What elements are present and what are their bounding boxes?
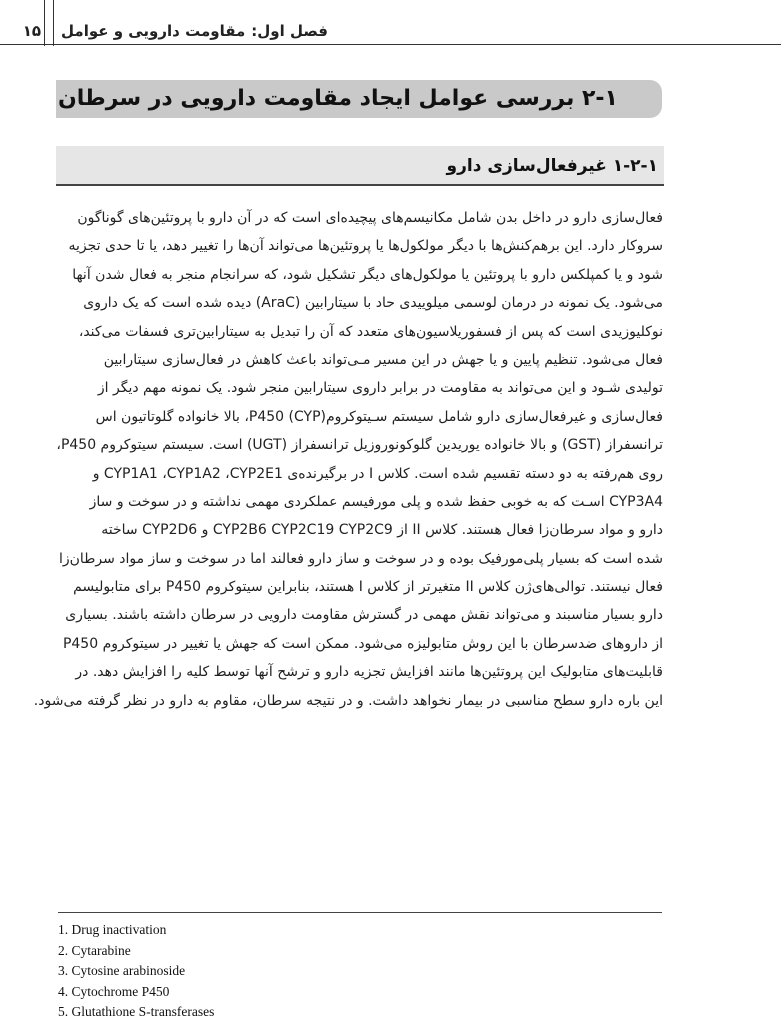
- body-line: این باره دارو سطح مناسبی در بیمار نخواهد داشت. و در نتیجه سرطان، مقاوم به دارو در نظر گرفته می‌شود.: [33, 692, 663, 709]
- body-line: نوکلیوزیدی است که پس از فسفوریلاسیون‌های متعدد که آن را تبدیل به سیتارابین‌تری فسفات می‌کند،: [78, 323, 663, 340]
- body-line: دارو و مواد سرطان‌زا فعال هستند. کلاس II از CYP2B6 CYP2C19 CYP2C9 و CYP2D6 ساخته: [101, 522, 663, 539]
- section-title: ۲-۱ بررسی عوامل ایجاد مقاومت دارویی در سرطان: [58, 86, 618, 111]
- header-chapter: فصل اول:: [251, 22, 328, 40]
- footnote-separator: [58, 912, 662, 913]
- body-line: فعال‌سازی و غیرفعال‌سازی دارو شامل سیستم سـیتوکروم(CYP) P450، بالا خانواده گلوتاتیون اس: [95, 408, 663, 425]
- header-rule: [0, 44, 781, 45]
- header-margin-line-inner: [53, 0, 54, 46]
- body-line: روی هم‌رفته به دو دسته تقسیم شده است. کلاس I در برگیرنده‌ی CYP1A1 ،CYP1A2 ،CYP2E1 و: [92, 465, 663, 482]
- body-line: فعال‌سازی دارو در داخل بدن شامل مکانیسم‌های پیچیده‌ای است که در آن دارو با پروتئین‌های گوناگون: [77, 210, 663, 226]
- body-line: فعال می‌شود. تنظیم پایین و یا جهش در این مسیر مـی‌تواند باعث کاهش در فعال‌سازی سیتارابین: [103, 351, 663, 368]
- body-line: از داروهای ضدسرطان با این روش متابولیزه می‌شود. ممکن است که جهش یا تغییر در سیتوکروم P450: [62, 635, 663, 652]
- footnote: 1. Drug inactivation: [58, 922, 167, 937]
- body-paragraph: [33, 204, 663, 715]
- subsection-title: ۱-۲-۱ غیرفعال‌سازی دارو: [446, 156, 658, 176]
- footnote: 4. Cytochrome P450: [58, 983, 170, 999]
- body-line: شده است که بسیار پلی‌مورفیک بوده و در سوخت و ساز دارو فعالند اما در سوخت و ساز مواد سرطان‌زا: [59, 550, 663, 567]
- running-header: [22, 22, 328, 44]
- body-line: سروکار دارد. این برهم‌کنش‌ها با دیگر مولکول‌ها یا پروتئین‌ها می‌تواند آن‌ها را تغییر دهد، یا تا حدی تجزیه: [68, 238, 663, 255]
- body-line: می‌شود. یک نمونه در درمان لوسمی میلوییدی حاد با سیتارابین (AraC) دیده شده است که یک داروی: [83, 295, 663, 312]
- header-margin-line: [44, 0, 45, 46]
- footnotes: [58, 920, 458, 1023]
- subsection-heading-bar: [56, 146, 664, 186]
- body-line: قابلیت‌های متابولیک این پروتئین‌ها مانند افزایش تجزیه دارو و ترشح آنها توسط کلیه را افزایش دهد. در: [75, 664, 663, 681]
- footnote: 3. Cytosine arabinoside: [58, 963, 186, 978]
- body-line: ترانسفراز (GST) و بالا خانواده یوریدین گلوکونوروزیل ترانسفراز (UGT) است. سیستم سیتوکروم P450،: [56, 437, 663, 454]
- body-line: تولیدی شـود و این می‌تواند به مقاومت در برابر داروی سیتارابین منجر شود. یک نمونه مهم دیگر از: [97, 380, 663, 397]
- body-line: CYP3A4 اسـت که به خوبی حفظ شده و پلی مورفیسم عملکردی مهمی نداشته و در سوخت و ساز: [89, 493, 663, 510]
- footnote: 2. Cytarabine: [58, 942, 131, 958]
- body-line: فعال نیستند. توالی‌های‌ژن کلاس II متغیرتر از کلاس I هستند، بنابراین سیتوکروم P450 برای متابولیسم: [73, 579, 663, 596]
- page-number: ۱۵: [22, 22, 42, 40]
- header-chapter-title: مقاومت دارویی و عوامل: [61, 22, 246, 40]
- body-line: دارو بسیار مناسبند و می‌تواند نقش مهمی در گسترش مقاومت دارویی در سرطان داشته باشند. بسیاری: [65, 607, 663, 624]
- section-heading-bar: [56, 80, 662, 118]
- body-line: شود و یا کمپلکس دارو با پروتئین یا مولکول‌های دیگر تشکیل شود، که سرانجام منجر به فعال شدن آنها: [72, 266, 663, 283]
- footnote: 5. Glutathione S-transferases: [58, 1004, 215, 1019]
